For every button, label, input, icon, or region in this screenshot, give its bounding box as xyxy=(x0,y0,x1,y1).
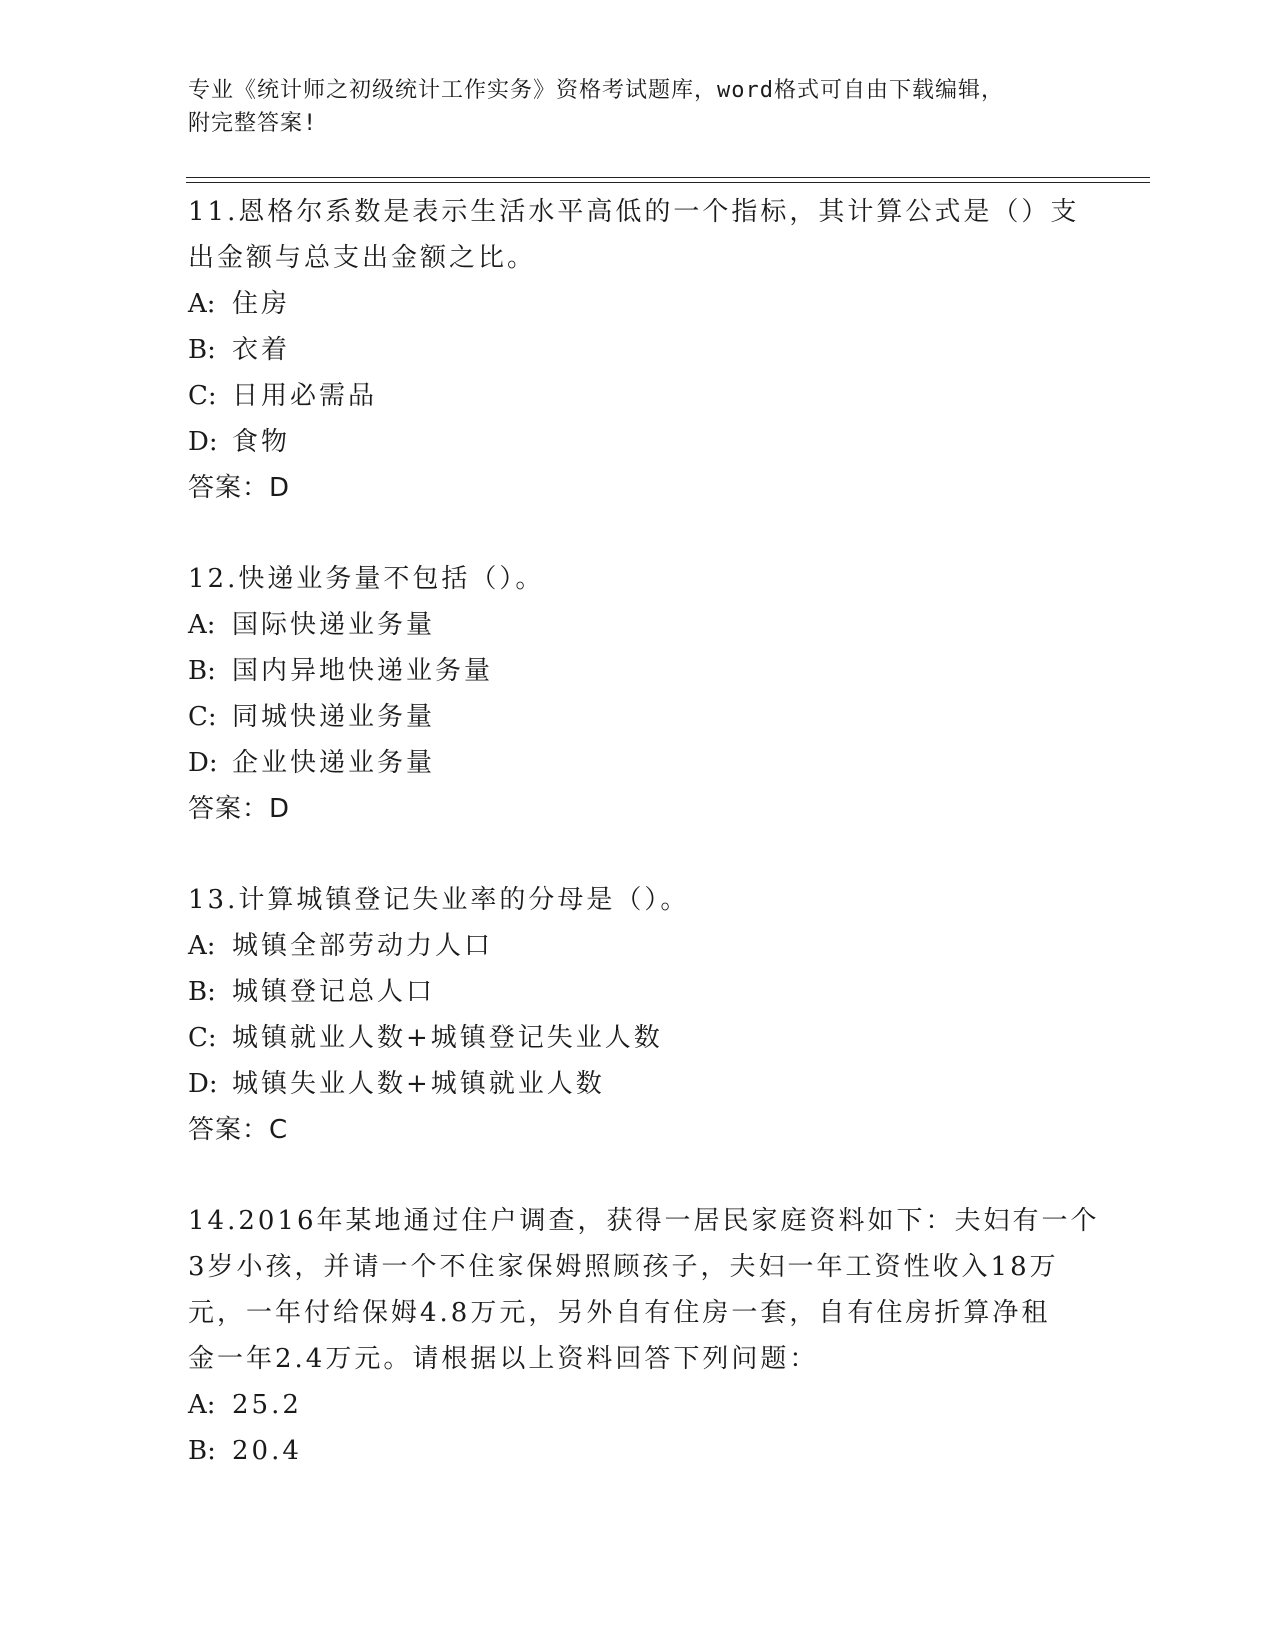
answer-key: 答案：D xyxy=(188,794,291,824)
option-key: D: xyxy=(188,1069,218,1099)
question-stem-line: 金一年2.4万元。请根据以上资料回答下列问题： xyxy=(188,1344,819,1374)
question-stem-line: 13.计算城镇登记失业率的分母是（）。 xyxy=(188,885,690,915)
header-line-2: 附完整答案! xyxy=(188,111,318,136)
answer-option xyxy=(188,1061,1088,1107)
option-text: 同城快递业务量 xyxy=(232,702,436,732)
option-key: B: xyxy=(188,335,216,365)
option-key: B: xyxy=(188,1436,216,1466)
option-text: 食物 xyxy=(232,427,291,457)
option-text: 20.4 xyxy=(232,1436,302,1466)
option-text: 城镇全部劳动力人口 xyxy=(232,931,494,961)
answer-option xyxy=(188,1382,1088,1428)
answer-key: 答案：D xyxy=(188,473,291,503)
option-key: C: xyxy=(188,381,217,411)
document-header xyxy=(188,74,1088,140)
option-key: A: xyxy=(188,610,216,640)
answer-option xyxy=(188,602,1088,648)
question-block xyxy=(188,1198,1100,1474)
question-stem-line: 12.快递业务量不包括（）。 xyxy=(188,564,545,594)
option-text: 衣着 xyxy=(232,335,291,365)
option-key: D: xyxy=(188,748,218,778)
question-stem-line: 14.2016年某地通过住户调查，获得一居民家庭资料如下：夫妇有一个 xyxy=(188,1206,1100,1236)
option-key: A: xyxy=(188,931,216,961)
answer-option xyxy=(188,648,1088,694)
question-stem-line: 出金额与总支出金额之比。 xyxy=(188,243,537,273)
option-text: 日用必需品 xyxy=(232,381,378,411)
answer-option xyxy=(188,327,1088,373)
option-key: B: xyxy=(188,977,216,1007)
option-key: D: xyxy=(188,427,218,457)
option-key: B: xyxy=(188,656,216,686)
option-text: 25.2 xyxy=(232,1390,302,1420)
header-line-1: 专业《统计师之初级统计工作实务》资格考试题库，word格式可自由下载编辑， xyxy=(188,78,1004,103)
answer-option xyxy=(188,373,1088,419)
option-text: 城镇登记总人口 xyxy=(232,977,436,1007)
option-text: 国内异地快递业务量 xyxy=(232,656,494,686)
option-key: A: xyxy=(188,1390,216,1420)
answer-key: 答案：C xyxy=(188,1115,289,1145)
option-text: 企业快递业务量 xyxy=(232,748,436,778)
header-divider-bottom xyxy=(186,182,1150,183)
option-text: 城镇就业人数+城镇登记失业人数 xyxy=(232,1023,663,1053)
answer-option xyxy=(188,1015,1088,1061)
option-key: C: xyxy=(188,702,217,732)
question-stem-line: 元，一年付给保姆4.8万元，另外自有住房一套，自有住房折算净租 xyxy=(188,1298,1051,1328)
question-block xyxy=(188,877,1088,1153)
option-text: 住房 xyxy=(232,289,291,319)
answer-option xyxy=(188,923,1088,969)
header-divider-top xyxy=(186,177,1150,178)
answer-option xyxy=(188,969,1088,1015)
question-stem-line: 11.恩格尔系数是表示生活水平高低的一个指标，其计算公式是（）支 xyxy=(188,197,1080,227)
question-block xyxy=(188,189,1088,511)
option-text: 国际快递业务量 xyxy=(232,610,436,640)
question-block xyxy=(188,556,1088,832)
question-stem-line: 3岁小孩，并请一个不住家保姆照顾孩子，夫妇一年工资性收入18万 xyxy=(188,1252,1059,1282)
answer-option xyxy=(188,419,1088,465)
option-key: C: xyxy=(188,1023,217,1053)
option-text: 城镇失业人数+城镇就业人数 xyxy=(232,1069,605,1099)
question-list xyxy=(188,189,1100,1519)
option-key: A: xyxy=(188,289,216,319)
answer-option xyxy=(188,694,1088,740)
answer-option xyxy=(188,281,1088,327)
answer-option xyxy=(188,740,1088,786)
answer-option xyxy=(188,1428,1088,1474)
